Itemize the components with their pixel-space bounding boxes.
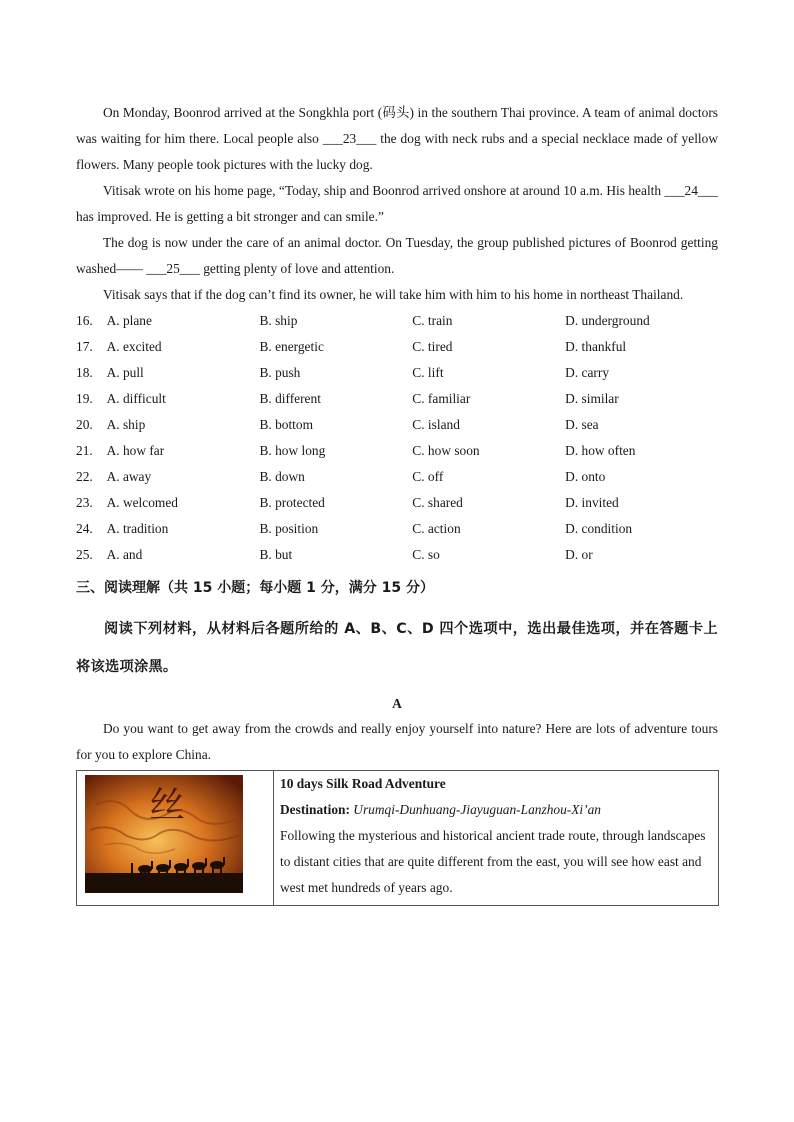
option-d: D. onto xyxy=(565,469,606,484)
document-page xyxy=(76,100,718,906)
option-c: C. tired xyxy=(412,339,453,354)
option-b: B. down xyxy=(259,469,305,484)
question-number: 24. xyxy=(76,521,93,536)
tour-image-cell xyxy=(77,771,274,906)
option-a: A. and xyxy=(106,547,143,562)
question-number: 19. xyxy=(76,391,93,406)
option-row xyxy=(76,464,718,490)
option-d: D. carry xyxy=(565,365,610,380)
paragraph: The dog is now under the care of an animal doctor. On Tuesday, the group published pictures of Boonrod getting washed—— ___25___ getting plenty of love and attention. xyxy=(76,235,718,276)
option-d: D. or xyxy=(565,547,593,562)
option-row xyxy=(76,360,718,386)
options-list xyxy=(76,308,718,568)
paragraph: Vitisak says that if the dog can’t find its owner, he will take him with him to his home in northeast Thailand. xyxy=(103,287,684,302)
option-c: C. train xyxy=(412,313,453,328)
option-b: B. ship xyxy=(259,313,298,328)
paragraph: Vitisak wrote on his home page, “Today, ship and Boonrod arrived onshore at around 10 a.m. His health ___24___ has improved. He is getting a bit stronger and can smile.” xyxy=(76,183,718,224)
option-d: D. thankful xyxy=(565,339,627,354)
option-a: A. pull xyxy=(106,365,144,380)
option-d: D. sea xyxy=(565,417,599,432)
question-number: 25. xyxy=(76,547,93,562)
question-number: 22. xyxy=(76,469,93,484)
option-b: B. push xyxy=(259,365,301,380)
option-c: C. how soon xyxy=(412,443,480,458)
question-number: 16. xyxy=(76,313,93,328)
option-b: B. how long xyxy=(259,443,326,458)
option-a: A. plane xyxy=(106,313,152,328)
option-d: D. similar xyxy=(565,391,619,406)
option-c: C. island xyxy=(412,417,460,432)
option-c: C. so xyxy=(412,547,440,562)
question-number: 18. xyxy=(76,365,93,380)
option-c: C. shared xyxy=(412,495,463,510)
section-instruction: 阅读下列材料，从材料后各题所给的 A、B、C、D 四个选项中，选出最佳选项，并在答题卡上将该选项涂黑。 xyxy=(76,621,718,675)
option-b: B. position xyxy=(259,521,319,536)
option-d: D. condition xyxy=(565,521,633,536)
silk-character: 丝 xyxy=(149,785,186,826)
option-b: B. protected xyxy=(259,495,325,510)
option-c: C. familiar xyxy=(412,391,471,406)
option-row xyxy=(76,542,718,568)
option-b: B. different xyxy=(259,391,321,406)
option-d: D. invited xyxy=(565,495,619,510)
option-a: A. away xyxy=(106,469,152,484)
question-number: 17. xyxy=(76,339,93,354)
option-row xyxy=(76,516,718,542)
option-row xyxy=(76,412,718,438)
tour-destination xyxy=(280,797,712,823)
option-d: D. how often xyxy=(565,443,636,458)
option-b: B. energetic xyxy=(259,339,324,354)
tour-description: Following the mysterious and historical ancient trade route, through landscapes to distant cities that are quite different from the east, you will see how east and west met hundreds of years ago. xyxy=(280,828,706,895)
option-row xyxy=(76,386,718,412)
question-number: 20. xyxy=(76,417,93,432)
destination-value: Urumqi-Dunhuang-Jiayuguan-Lanzhou-Xi’an xyxy=(349,802,601,817)
option-a: A. ship xyxy=(106,417,146,432)
option-b: B. but xyxy=(259,547,293,562)
option-a: A. welcomed xyxy=(106,495,178,510)
option-a: A. excited xyxy=(106,339,162,354)
question-number: 23. xyxy=(76,495,93,510)
option-c: C. action xyxy=(412,521,461,536)
option-row xyxy=(76,334,718,360)
option-row xyxy=(76,490,718,516)
paragraph: On Monday, Boonrod arrived at the Songkhla port (码头) in the southern Thai province. A team of animal doctors was waiting for him there. Local people also ___23___ the dog with neck rubs and a special necklace made of yellow flowers. Many people took pictures with the lucky dog. xyxy=(76,105,718,172)
silk-road-image xyxy=(85,775,243,893)
option-a: A. tradition xyxy=(106,521,169,536)
option-a: A. difficult xyxy=(106,391,166,406)
destination-label: Destination: xyxy=(280,802,350,817)
option-b: B. bottom xyxy=(259,417,314,432)
question-number: 21. xyxy=(76,443,93,458)
tour-row xyxy=(77,771,719,906)
section-title: 三、阅读理解（共 15 小题；每小题 1 分，满分 15 分） xyxy=(76,580,434,596)
option-a: A. how far xyxy=(106,443,165,458)
option-c: C. off xyxy=(412,469,444,484)
tour-table xyxy=(76,770,719,906)
passage-intro: Do you want to get away from the crowds and really enjoy yourself into nature? Here are lots of adventure tours for you to explore China. xyxy=(76,721,718,762)
option-row xyxy=(76,438,718,464)
option-row xyxy=(76,308,718,334)
tour-text-cell xyxy=(274,771,719,906)
option-c: C. lift xyxy=(412,365,444,380)
tour-title: 10 days Silk Road Adventure xyxy=(280,776,446,791)
passage-letter: A xyxy=(392,696,402,711)
option-d: D. underground xyxy=(565,313,650,328)
